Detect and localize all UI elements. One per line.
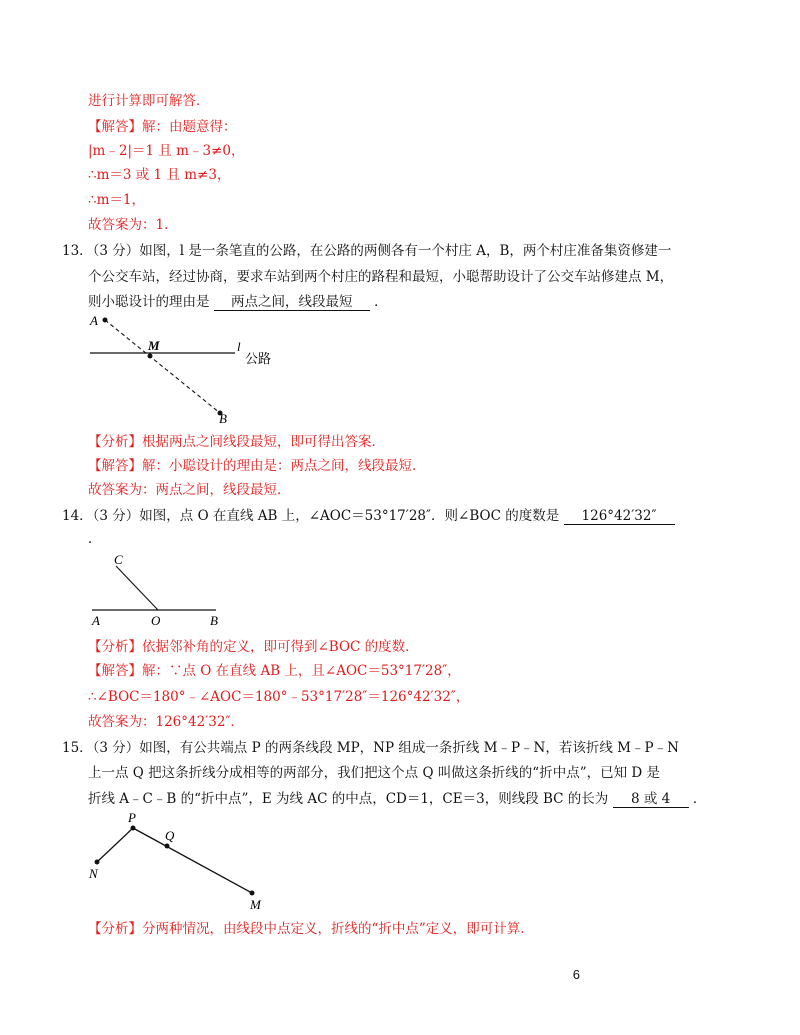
q14-label-a: A (92, 613, 100, 628)
q15-label-p: P (128, 810, 136, 825)
q13-period: ． (374, 294, 388, 310)
prev-final-answer: 故答案为：1． (88, 217, 178, 233)
q13-prompt: 则小聪设计的理由是 (88, 294, 210, 310)
q15-answer-blank: 8 或 4 (613, 791, 689, 808)
q14-label-c: C (114, 552, 123, 567)
q15-line-1: 15．（3 分）如图，有公共端点 P 的两条线段 MP，NP 组成一条折线 M﹣P﹣N，若该折线 M﹣P﹣N (62, 740, 679, 756)
q15-analysis: 【分析】分两种情况，由线段中点定义，折线的“折中点”定义，即可计算． (88, 921, 534, 937)
q14-label-o: O (151, 613, 161, 628)
q13-answer-blank: 两点之间，线段最短 (214, 294, 370, 311)
q14-figure (88, 548, 228, 628)
q13-solution: 【解答】解：小聪设计的理由是：两点之间，线段最短． (88, 458, 426, 474)
q15-label-m: M (250, 897, 261, 912)
q13-analysis: 【分析】根据两点之间线段最短，即可得出答案． (88, 434, 385, 450)
q13-line-2: 个公交车站，经过协商，要求车站到两个村庄的路程和最短，小聪帮助设计了公交车站修建点 M， (88, 269, 674, 285)
q14-solution-1: 【解答】解：∵点 O 在直线 AB 上，且∠AOC＝53°17′28″， (88, 663, 461, 679)
q13-label-l: l (237, 339, 241, 354)
q13-label-road: 公路 (245, 351, 272, 366)
q15-label-q: Q (165, 828, 175, 843)
prev-solution-label: 【解答】解：由题意得： (88, 119, 237, 135)
q14-label-b: B (210, 613, 218, 628)
q15-label-n: N (89, 866, 98, 881)
q13-label-b: B (219, 411, 227, 426)
q15-figure (85, 808, 275, 913)
q14-final-answer: 故答案为：126°42′32″． (88, 714, 244, 730)
prev-equation-1: |m﹣2|＝1 且 m﹣3≠0， (88, 143, 245, 159)
q13-figure (85, 305, 305, 430)
q13-label-m: M (148, 338, 160, 353)
prev-equation-3: ∴m＝1， (88, 192, 145, 208)
q13-final-answer: 故答案为：两点之间，线段最短． (88, 482, 291, 498)
q15-prompt: 折线 A﹣C﹣B 的“折中点”，E 为线 AC 的中点，CD＝1，CE＝3，则线段 BC 的长为 (88, 791, 609, 807)
q14-solution-2: ∴∠BOC＝180°﹣∠AOC＝180°﹣53°17′28″＝126°42′32″， (88, 689, 470, 705)
q13-line-1: 13．（3 分）如图，l 是一条笔直的公路，在公路的两侧各有一个村庄 A，B，两个村庄准备集资修建一 (62, 243, 672, 259)
q14-line-1 (62, 506, 675, 526)
q14-answer-blank: 126°42′32″ (564, 508, 675, 525)
q14-analysis: 【分析】依据邻补角的定义，即可得到∠BOC 的度数． (88, 639, 419, 655)
q15-line-3 (88, 789, 706, 809)
page-number: 6 (572, 967, 580, 982)
q14-prompt: 14．（3 分）如图，点 O 在直线 AB 上，∠AOC＝53°17′28″．则∠BOC 的度数是 (62, 508, 560, 524)
q15-period: ． (692, 791, 707, 807)
q13-label-a: A (90, 313, 98, 328)
prev-text-1: 进行计算即可解答． (88, 93, 210, 109)
prev-equation-2: ∴m＝3 或 1 且 m≠3， (88, 167, 231, 183)
q15-line-2: 上一点 Q 把这条折线分成相等的两部分，我们把这个点 Q 叫做这条折线的“折中点”，已知 D 是 (88, 765, 661, 781)
q14-line-2: ． (88, 531, 102, 547)
